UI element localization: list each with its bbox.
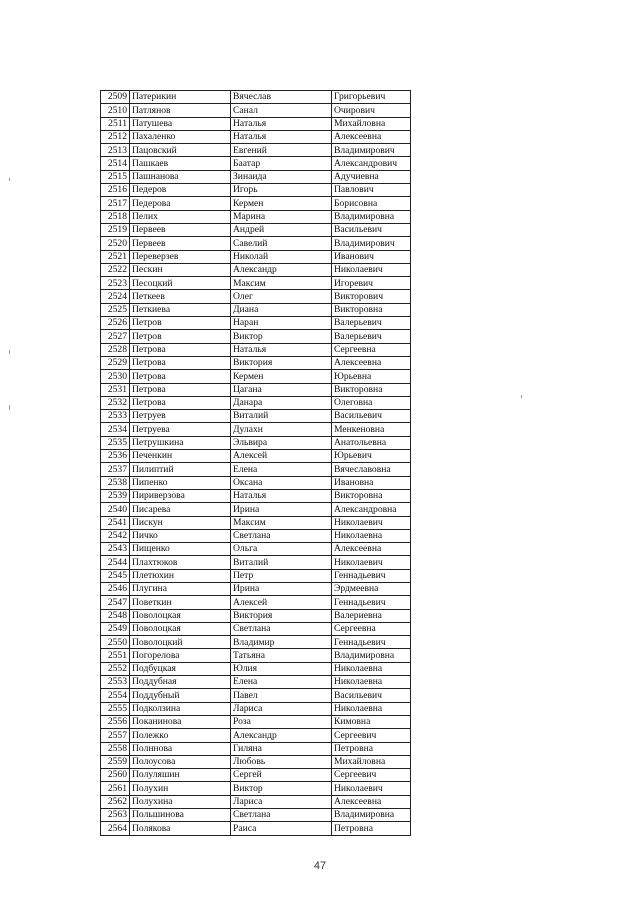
last-name-cell: Поволоцкий <box>130 636 231 649</box>
last-name-cell: Пацовский <box>130 144 231 157</box>
last-name-cell: Полуляшин <box>130 769 231 782</box>
patronymic-cell: Валериевна <box>332 609 411 622</box>
row-number-cell: 2520 <box>101 237 130 250</box>
first-name-cell: Алексей <box>231 596 332 609</box>
first-name-cell: Наталья <box>231 489 332 502</box>
last-name-cell: Первеев <box>130 237 231 250</box>
first-name-cell: Эльвира <box>231 436 332 449</box>
patronymic-cell: Васильевич <box>332 223 411 236</box>
last-name-cell: Пищенко <box>130 543 231 556</box>
first-name-cell: Елена <box>231 676 332 689</box>
row-number-cell: 2531 <box>101 383 130 396</box>
table-row <box>101 543 411 556</box>
first-name-cell: Баатар <box>231 157 332 170</box>
table-row <box>101 822 411 835</box>
patronymic-cell: Викторовна <box>332 489 411 502</box>
last-name-cell: Подколзина <box>130 702 231 715</box>
row-number-cell: 2528 <box>101 343 130 356</box>
row-number-cell: 2511 <box>101 117 130 130</box>
row-number-cell: 2538 <box>101 476 130 489</box>
names-table-body <box>101 91 411 836</box>
table-row <box>101 582 411 595</box>
first-name-cell: Владимир <box>231 636 332 649</box>
table-row <box>101 356 411 369</box>
scan-speck <box>521 395 522 398</box>
row-number-cell: 2532 <box>101 396 130 409</box>
first-name-cell: Андрей <box>231 223 332 236</box>
row-number-cell: 2546 <box>101 582 130 595</box>
table-row <box>101 317 411 330</box>
last-name-cell: Плетюхин <box>130 569 231 582</box>
last-name-cell: Петрова <box>130 396 231 409</box>
names-table <box>100 90 411 836</box>
last-name-cell: Пискун <box>130 516 231 529</box>
last-name-cell: Патерикин <box>130 91 231 104</box>
first-name-cell: Ирина <box>231 503 332 516</box>
row-number-cell: 2518 <box>101 210 130 223</box>
table-row <box>101 223 411 236</box>
first-name-cell: Олег <box>231 290 332 303</box>
table-row <box>101 702 411 715</box>
first-name-cell: Кермен <box>231 197 332 210</box>
last-name-cell: Петрова <box>130 370 231 383</box>
last-name-cell: Педерова <box>130 197 231 210</box>
patronymic-cell: Михайловна <box>332 117 411 130</box>
last-name-cell: Полякова <box>130 822 231 835</box>
table-row <box>101 556 411 569</box>
table-row <box>101 184 411 197</box>
row-number-cell: 2550 <box>101 636 130 649</box>
patronymic-cell: Николаевич <box>332 782 411 795</box>
table-row <box>101 769 411 782</box>
first-name-cell: Юлия <box>231 662 332 675</box>
first-name-cell: Павел <box>231 689 332 702</box>
first-name-cell: Виталий <box>231 556 332 569</box>
first-name-cell: Дулахн <box>231 423 332 436</box>
table-row <box>101 463 411 476</box>
first-name-cell: Николай <box>231 250 332 263</box>
first-name-cell: Вячеслав <box>231 91 332 104</box>
patronymic-cell: Владимировна <box>332 809 411 822</box>
last-name-cell: Патушева <box>130 117 231 130</box>
first-name-cell: Евгений <box>231 144 332 157</box>
first-name-cell: Виталий <box>231 410 332 423</box>
first-name-cell: Любовь <box>231 755 332 768</box>
row-number-cell: 2560 <box>101 769 130 782</box>
patronymic-cell: Эрдмеевна <box>332 582 411 595</box>
table-row <box>101 343 411 356</box>
last-name-cell: Пашнанова <box>130 170 231 183</box>
table-row <box>101 609 411 622</box>
row-number-cell: 2542 <box>101 529 130 542</box>
row-number-cell: 2519 <box>101 223 130 236</box>
row-number-cell: 2544 <box>101 556 130 569</box>
table-row <box>101 250 411 263</box>
last-name-cell: Петкиева <box>130 303 231 316</box>
table-row <box>101 277 411 290</box>
table-row <box>101 237 411 250</box>
patronymic-cell: Владимировна <box>332 210 411 223</box>
row-number-cell: 2524 <box>101 290 130 303</box>
table-row <box>101 529 411 542</box>
last-name-cell: Петров <box>130 317 231 330</box>
table-row <box>101 117 411 130</box>
patronymic-cell: Борисовна <box>332 197 411 210</box>
first-name-cell: Роза <box>231 715 332 728</box>
table-row <box>101 516 411 529</box>
table-row <box>101 622 411 635</box>
table-row <box>101 782 411 795</box>
table-row <box>101 144 411 157</box>
row-number-cell: 2549 <box>101 622 130 635</box>
patronymic-cell: Алексеевна <box>332 356 411 369</box>
patronymic-cell: Викторовна <box>332 383 411 396</box>
row-number-cell: 2559 <box>101 755 130 768</box>
last-name-cell: Поволоцкая <box>130 609 231 622</box>
first-name-cell: Лариса <box>231 795 332 808</box>
table-row <box>101 596 411 609</box>
last-name-cell: Пилиптий <box>130 463 231 476</box>
patronymic-cell: Сергеевич <box>332 769 411 782</box>
first-name-cell: Марина <box>231 210 332 223</box>
table-row <box>101 210 411 223</box>
patronymic-cell: Ивановна <box>332 476 411 489</box>
table-row <box>101 742 411 755</box>
last-name-cell: Патлянов <box>130 104 231 117</box>
row-number-cell: 2512 <box>101 130 130 143</box>
scan-speck <box>9 178 10 181</box>
table-row <box>101 410 411 423</box>
first-name-cell: Данара <box>231 396 332 409</box>
first-name-cell: Виктория <box>231 609 332 622</box>
last-name-cell: Плугина <box>130 582 231 595</box>
patronymic-cell: Юрьевна <box>332 370 411 383</box>
patronymic-cell: Васильевич <box>332 410 411 423</box>
last-name-cell: Писарева <box>130 503 231 516</box>
last-name-cell: Пахаленко <box>130 130 231 143</box>
table-row <box>101 263 411 276</box>
row-number-cell: 2539 <box>101 489 130 502</box>
patronymic-cell: Геннадьевич <box>332 569 411 582</box>
patronymic-cell: Геннадьевич <box>332 636 411 649</box>
row-number-cell: 2536 <box>101 450 130 463</box>
row-number-cell: 2529 <box>101 356 130 369</box>
row-number-cell: 2516 <box>101 184 130 197</box>
patronymic-cell: Петровна <box>332 822 411 835</box>
last-name-cell: Петруева <box>130 423 231 436</box>
patronymic-cell: Николаевич <box>332 263 411 276</box>
patronymic-cell: Кимовна <box>332 715 411 728</box>
table-row <box>101 689 411 702</box>
patronymic-cell: Иванович <box>332 250 411 263</box>
patronymic-cell: Михайловна <box>332 755 411 768</box>
first-name-cell: Виктор <box>231 330 332 343</box>
row-number-cell: 2522 <box>101 263 130 276</box>
patronymic-cell: Александрович <box>332 157 411 170</box>
row-number-cell: 2558 <box>101 742 130 755</box>
patronymic-cell: Николаевна <box>332 702 411 715</box>
patronymic-cell: Петровна <box>332 742 411 755</box>
patronymic-cell: Николаевич <box>332 556 411 569</box>
first-name-cell: Светлана <box>231 529 332 542</box>
first-name-cell: Диана <box>231 303 332 316</box>
first-name-cell: Светлана <box>231 809 332 822</box>
last-name-cell: Петрушкина <box>130 436 231 449</box>
table-row <box>101 729 411 742</box>
first-name-cell: Светлана <box>231 622 332 635</box>
first-name-cell: Петр <box>231 569 332 582</box>
patronymic-cell: Алексеевна <box>332 795 411 808</box>
last-name-cell: Поддубная <box>130 676 231 689</box>
table-row <box>101 662 411 675</box>
first-name-cell: Санал <box>231 104 332 117</box>
patronymic-cell: Васильевич <box>332 689 411 702</box>
last-name-cell: Полннова <box>130 742 231 755</box>
first-name-cell: Ольга <box>231 543 332 556</box>
table-row <box>101 676 411 689</box>
patronymic-cell: Валерьевич <box>332 330 411 343</box>
row-number-cell: 2537 <box>101 463 130 476</box>
row-number-cell: 2513 <box>101 144 130 157</box>
patronymic-cell: Григорьевич <box>332 91 411 104</box>
table-row <box>101 569 411 582</box>
row-number-cell: 2556 <box>101 715 130 728</box>
last-name-cell: Плахтюков <box>130 556 231 569</box>
last-name-cell: Полоусова <box>130 755 231 768</box>
patronymic-cell: Николаевна <box>332 676 411 689</box>
first-name-cell: Зинаида <box>231 170 332 183</box>
last-name-cell: Песоцкий <box>130 277 231 290</box>
last-name-cell: Подбуцкая <box>130 662 231 675</box>
first-name-cell: Наран <box>231 317 332 330</box>
last-name-cell: Переверзев <box>130 250 231 263</box>
last-name-cell: Пелих <box>130 210 231 223</box>
row-number-cell: 2562 <box>101 795 130 808</box>
last-name-cell: Петров <box>130 330 231 343</box>
first-name-cell: Кермен <box>231 370 332 383</box>
patronymic-cell: Владимирович <box>332 237 411 250</box>
patronymic-cell: Алексеевна <box>332 543 411 556</box>
row-number-cell: 2523 <box>101 277 130 290</box>
last-name-cell: Петрова <box>130 343 231 356</box>
row-number-cell: 2509 <box>101 91 130 104</box>
row-number-cell: 2548 <box>101 609 130 622</box>
last-name-cell: Педеров <box>130 184 231 197</box>
scan-speck <box>9 405 10 410</box>
table-row <box>101 436 411 449</box>
last-name-cell: Печенкин <box>130 450 231 463</box>
row-number-cell: 2561 <box>101 782 130 795</box>
table-row <box>101 370 411 383</box>
last-name-cell: Пескин <box>130 263 231 276</box>
row-number-cell: 2526 <box>101 317 130 330</box>
last-name-cell: Пириверзова <box>130 489 231 502</box>
patronymic-cell: Викторович <box>332 290 411 303</box>
table-row <box>101 503 411 516</box>
row-number-cell: 2563 <box>101 809 130 822</box>
row-number-cell: 2530 <box>101 370 130 383</box>
last-name-cell: Польшинова <box>130 809 231 822</box>
patronymic-cell: Николаевич <box>332 516 411 529</box>
first-name-cell: Виктория <box>231 356 332 369</box>
table-row <box>101 330 411 343</box>
row-number-cell: 2547 <box>101 596 130 609</box>
table-row <box>101 636 411 649</box>
patronymic-cell: Олеговна <box>332 396 411 409</box>
last-name-cell: Пипенко <box>130 476 231 489</box>
patronymic-cell: Сергеевич <box>332 729 411 742</box>
last-name-cell: Полухина <box>130 795 231 808</box>
first-name-cell: Алексей <box>231 450 332 463</box>
table-row <box>101 476 411 489</box>
last-name-cell: Поволоцкая <box>130 622 231 635</box>
last-name-cell: Петруев <box>130 410 231 423</box>
table-row <box>101 130 411 143</box>
first-name-cell: Наталья <box>231 343 332 356</box>
table-row <box>101 755 411 768</box>
row-number-cell: 2510 <box>101 104 130 117</box>
row-number-cell: 2525 <box>101 303 130 316</box>
patronymic-cell: Александровна <box>332 503 411 516</box>
first-name-cell: Савелий <box>231 237 332 250</box>
last-name-cell: Поветкин <box>130 596 231 609</box>
page-number: 47 <box>313 860 327 872</box>
table-row <box>101 157 411 170</box>
row-number-cell: 2555 <box>101 702 130 715</box>
first-name-cell: Лариса <box>231 702 332 715</box>
last-name-cell: Погорелова <box>130 649 231 662</box>
row-number-cell: 2541 <box>101 516 130 529</box>
table-row <box>101 290 411 303</box>
table-row <box>101 450 411 463</box>
patronymic-cell: Валерьевич <box>332 317 411 330</box>
patronymic-cell: Сергеевна <box>332 343 411 356</box>
first-name-cell: Оксана <box>231 476 332 489</box>
table-row <box>101 197 411 210</box>
last-name-cell: Полежко <box>130 729 231 742</box>
first-name-cell: Александр <box>231 729 332 742</box>
row-number-cell: 2552 <box>101 662 130 675</box>
first-name-cell: Наталья <box>231 130 332 143</box>
first-name-cell: Гиляна <box>231 742 332 755</box>
table-row <box>101 809 411 822</box>
last-name-cell: Поканинова <box>130 715 231 728</box>
table-row <box>101 423 411 436</box>
table-row <box>101 303 411 316</box>
last-name-cell: Поддубный <box>130 689 231 702</box>
table-row <box>101 104 411 117</box>
first-name-cell: Максим <box>231 277 332 290</box>
last-name-cell: Пичко <box>130 529 231 542</box>
table-row <box>101 91 411 104</box>
first-name-cell: Виктор <box>231 782 332 795</box>
table-row <box>101 489 411 502</box>
first-name-cell: Игорь <box>231 184 332 197</box>
first-name-cell: Наталья <box>231 117 332 130</box>
patronymic-cell: Викторовна <box>332 303 411 316</box>
table-row <box>101 170 411 183</box>
patronymic-cell: Владимирович <box>332 144 411 157</box>
table-row <box>101 396 411 409</box>
row-number-cell: 2534 <box>101 423 130 436</box>
last-name-cell: Пашкаев <box>130 157 231 170</box>
patronymic-cell: Юрьевич <box>332 450 411 463</box>
row-number-cell: 2554 <box>101 689 130 702</box>
patronymic-cell: Игоревич <box>332 277 411 290</box>
first-name-cell: Максим <box>231 516 332 529</box>
first-name-cell: Раиса <box>231 822 332 835</box>
last-name-cell: Полухин <box>130 782 231 795</box>
row-number-cell: 2533 <box>101 410 130 423</box>
first-name-cell: Елена <box>231 463 332 476</box>
row-number-cell: 2527 <box>101 330 130 343</box>
row-number-cell: 2515 <box>101 170 130 183</box>
row-number-cell: 2517 <box>101 197 130 210</box>
last-name-cell: Первеев <box>130 223 231 236</box>
table-row <box>101 383 411 396</box>
first-name-cell: Татьяна <box>231 649 332 662</box>
patronymic-cell: Адучиевна <box>332 170 411 183</box>
row-number-cell: 2557 <box>101 729 130 742</box>
scan-speck <box>9 350 10 354</box>
first-name-cell: Александр <box>231 263 332 276</box>
patronymic-cell: Алексеевна <box>332 130 411 143</box>
first-name-cell: Сергей <box>231 769 332 782</box>
last-name-cell: Петрова <box>130 383 231 396</box>
patronymic-cell: Николаевна <box>332 662 411 675</box>
row-number-cell: 2521 <box>101 250 130 263</box>
patronymic-cell: Павлович <box>332 184 411 197</box>
row-number-cell: 2551 <box>101 649 130 662</box>
table-row <box>101 795 411 808</box>
row-number-cell: 2540 <box>101 503 130 516</box>
table-row <box>101 715 411 728</box>
last-name-cell: Петрова <box>130 356 231 369</box>
first-name-cell: Цагана <box>231 383 332 396</box>
patronymic-cell: Николаевна <box>332 529 411 542</box>
patronymic-cell: Менкеновна <box>332 423 411 436</box>
patronymic-cell: Сергеевна <box>332 622 411 635</box>
table-row <box>101 649 411 662</box>
patronymic-cell: Владимировна <box>332 649 411 662</box>
first-name-cell: Ирина <box>231 582 332 595</box>
row-number-cell: 2535 <box>101 436 130 449</box>
last-name-cell: Петкеев <box>130 290 231 303</box>
row-number-cell: 2553 <box>101 676 130 689</box>
row-number-cell: 2514 <box>101 157 130 170</box>
row-number-cell: 2545 <box>101 569 130 582</box>
patronymic-cell: Очирович <box>332 104 411 117</box>
patronymic-cell: Вячеславовна <box>332 463 411 476</box>
patronymic-cell: Геннадьевич <box>332 596 411 609</box>
row-number-cell: 2564 <box>101 822 130 835</box>
patronymic-cell: Анатольевна <box>332 436 411 449</box>
row-number-cell: 2543 <box>101 543 130 556</box>
